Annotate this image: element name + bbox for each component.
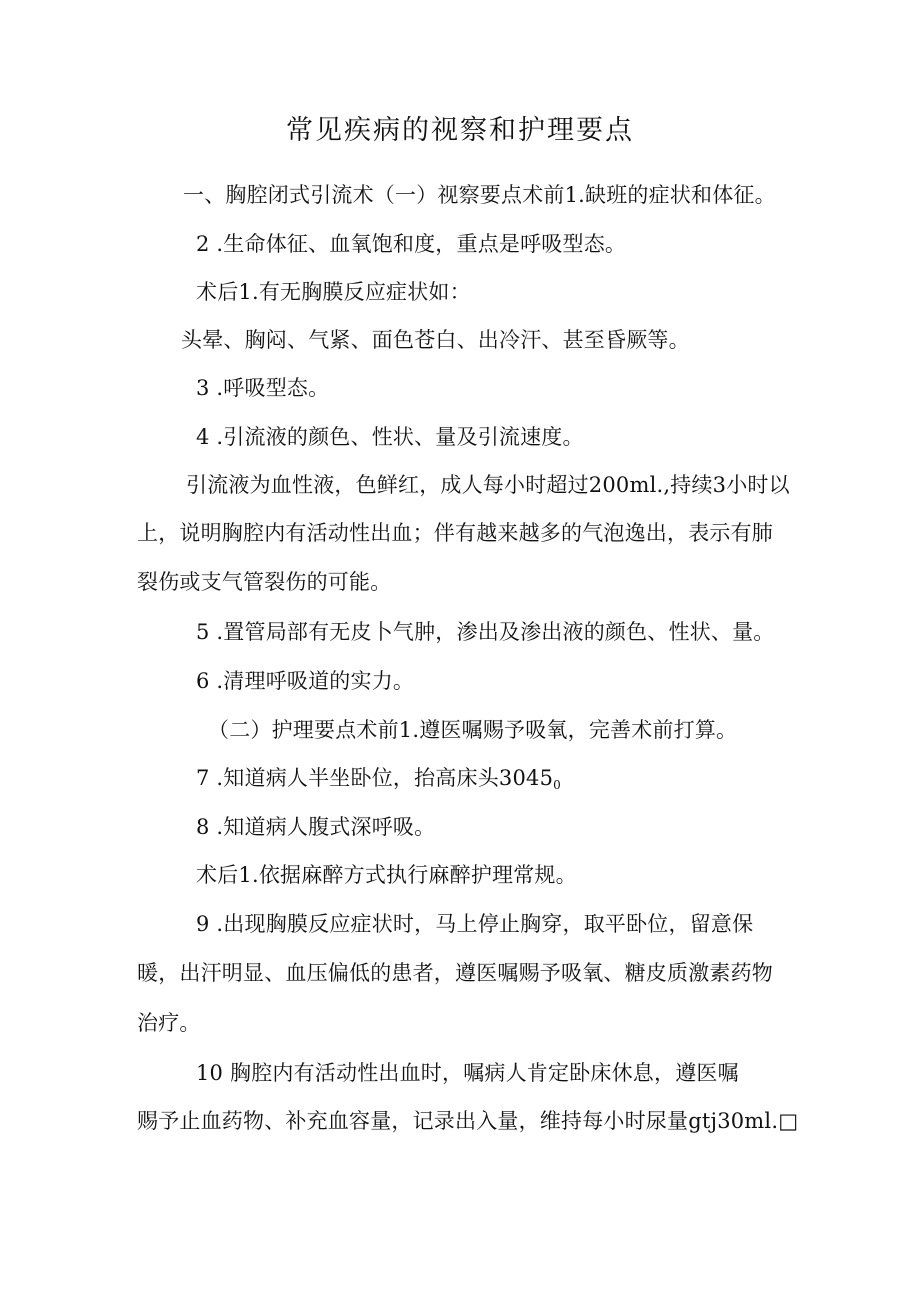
paragraph-line-6: 4 .引流液的颜色、性状、量及引流速度。 xyxy=(196,425,584,449)
paragraph-line-7: 引流液为血性液，色鲜红，成人每小时超过200ml.,持续3小时以 xyxy=(186,473,790,497)
paragraph-line-11: 6 .清理呼吸道的实力。 xyxy=(196,669,415,693)
paragraph-line-17: 暖，出汗明显、血压偏低的患者，遵医嘱赐予吸氧、糖皮质激素药物 xyxy=(137,961,773,985)
paragraph-line-15: 术后1.依据麻醉方式执行麻醉护理常规。 xyxy=(196,863,577,887)
paragraph-line-19: 10 胸腔内有活动性出血时，嘱病人肯定卧床休息，遵医嘱 xyxy=(196,1061,739,1085)
paragraph-line-13 xyxy=(196,763,561,800)
paragraph-line-10: 5 .置管局部有无皮卜气肿，渗出及渗出液的颜色、性状、量。 xyxy=(196,620,775,644)
paragraph-line-20: 赐予止血药物、补充血容量，记录出入量，维持每小时尿量gtj30ml.□ xyxy=(137,1109,799,1133)
paragraph-line-14: 8 .知道病人腹式深呼吸。 xyxy=(196,815,436,839)
paragraph-line-18: 治疗。 xyxy=(137,1011,201,1035)
paragraph-line-12: （二）护理要点术前1.遵医嘱赐予吸氧，完善术前打算。 xyxy=(208,718,738,742)
paragraph-line-4: 头晕、胸闷、气紧、面色苍白、出冷汗、甚至昏厥等。 xyxy=(181,328,690,352)
document-title: 常见疾病的视察和护理要点 xyxy=(286,115,634,146)
paragraph-line-13-text: 7 .知道病人半坐卧位，抬高床头3045 xyxy=(196,766,554,790)
paragraph-line-2: 2 .生命体征、血氧饱和度，重点是呼吸型态。 xyxy=(196,232,627,256)
paragraph-line-16: 9 .出现胸膜反应症状时，马上停止胸穿，取平卧位，留意保 xyxy=(196,912,754,936)
paragraph-line-9: 裂伤或支气管裂伤的可能。 xyxy=(137,570,392,594)
paragraph-line-1: 一、胸腔闭式引流术（一）视察要点术前1.缺班的症状和体征。 xyxy=(183,183,776,207)
paragraph-line-3: 术后1.有无胸膜反应症状如： xyxy=(196,280,471,304)
subscript-zero: 0 xyxy=(553,778,561,792)
paragraph-line-5: 3 .呼吸型态。 xyxy=(196,376,330,400)
paragraph-line-8: 上，说明胸腔内有活动性出血；伴有越来越多的气泡逸出，表示有肺 xyxy=(137,521,773,545)
